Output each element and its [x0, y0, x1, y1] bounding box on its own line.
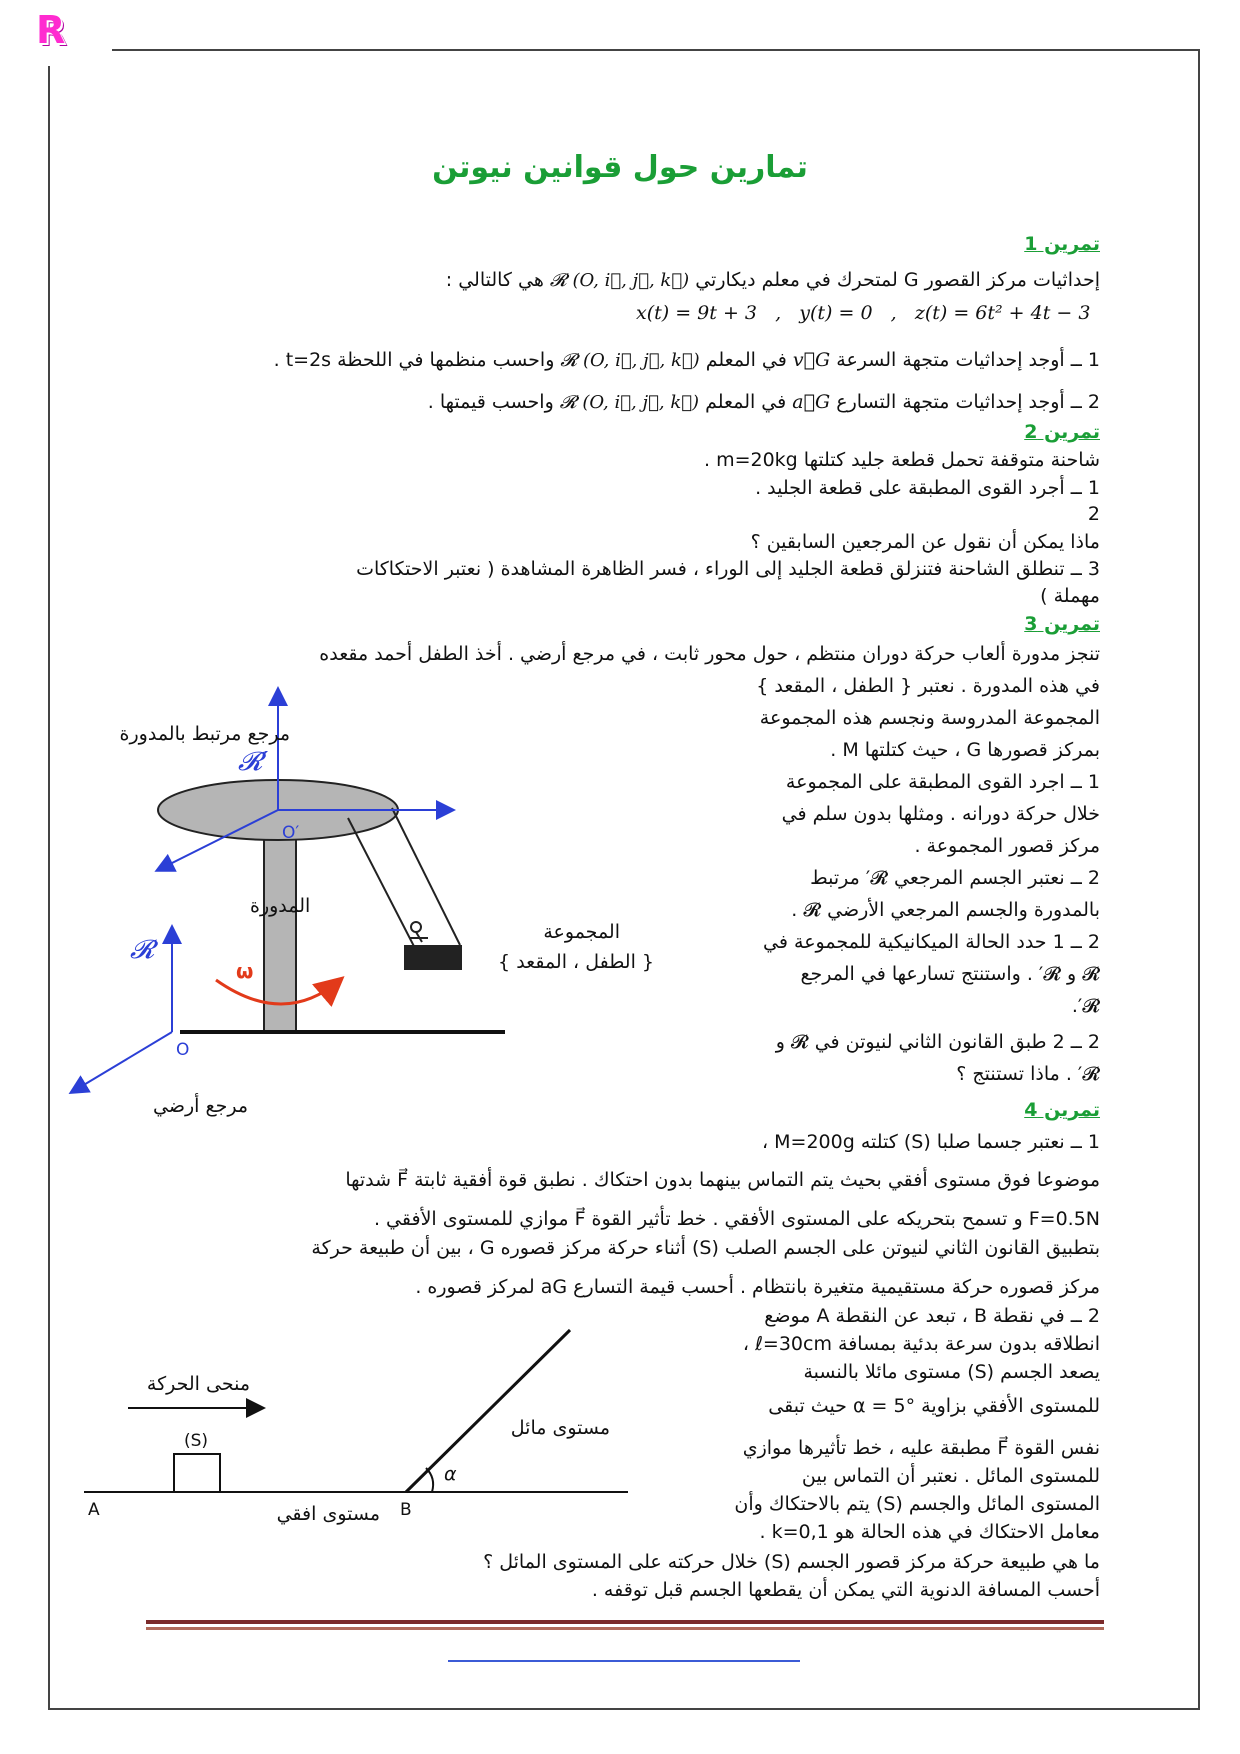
ex4-line-3: F=0.5N و تسمح بتحريكه على المستوى الأفقي . خط تأثير القوة F⃗ موازي للمستوى الأفقي .	[373, 1208, 1100, 1230]
ex4-line-11: للمستوى المائل . نعتبر أن التماس بين	[801, 1465, 1100, 1487]
symbol-o: O	[176, 1040, 190, 1060]
ex1-q1-frame: 𝓡 (O, i⃗, j⃗, k⃗)	[560, 350, 700, 371]
ex1-q2-b: في المعلم	[705, 391, 787, 413]
axis-ground-depth	[72, 1032, 172, 1092]
ex4-line-12: المستوى المائل والجسم (S) يتم بالاحتكاك وأن	[734, 1493, 1100, 1515]
ex1-equations: x(t) = 9t + 3 , y(t) = 0 , z(t) = 6t² + 4t − 3	[636, 302, 1091, 324]
ex1-q2-c: واحسب قيمتها .	[427, 391, 554, 413]
frame-right-border	[1198, 49, 1200, 1709]
label-point-a: A	[88, 1500, 100, 1520]
ex4-line-14: ما هي طبيعة حركة مركز قصور الجسم (S) خلال حركته على المستوى المائل ؟	[483, 1551, 1100, 1573]
rotor-figure	[60, 680, 700, 1150]
ex3-line-14: 𝓡′ . ماذا تستنتج ؟	[956, 1063, 1100, 1085]
ex3-line-4: بمركز قصورها G ، حيث كتلتها M .	[830, 739, 1100, 761]
ex1-q1-c: واحسب منظمها في اللحظة t=2s .	[273, 349, 555, 371]
solid-s	[174, 1454, 220, 1492]
ex1-q2-frame: 𝓡 (O, i⃗, j⃗, k⃗)	[559, 392, 700, 413]
ex4-heading: تمرين 4	[1024, 1099, 1100, 1121]
label-horizontal: مستوى افقي	[276, 1503, 380, 1525]
ex1-intro-a: إحداثيات مركز القصور G لمتحرك في معلم ديكارتي	[695, 269, 1100, 291]
seat	[404, 945, 462, 970]
ex3-line-2: في هذه المدورة . نعتبر { الطفل ، المقعد }	[756, 675, 1100, 697]
footer-rule-dark	[146, 1620, 1104, 1624]
ex1-intro-b: هي كالتالي :	[445, 269, 544, 291]
ex2-line-5: 3 ــ تنطلق الشاحنة فتنزلق قطعة الجليد إلى الوراء ، فسر الظاهرة المشاهدة ( نعتبر الاحتكاكات	[356, 558, 1100, 580]
ex4-line-13: معامل الاحتكاك في هذه الحالة هو k=0,1 .	[759, 1521, 1100, 1543]
label-point-b: B	[400, 1500, 412, 1520]
acceleration-vector: a⃗G	[792, 391, 831, 413]
label-group-sub: { الطفل ، المقعد }	[498, 951, 654, 973]
ex1-question-2	[428, 390, 1100, 415]
ex3-line-8: 2 ــ نعتبر الجسم المرجعي 𝓡′ مرتبط	[810, 867, 1100, 889]
ex4-line-15: أحسب المسافة الدنوية التي يمكن أن يقطعها الجسم قبل توقفه .	[591, 1579, 1100, 1601]
ex1-question-1	[274, 348, 1100, 373]
velocity-vector: v⃗G	[792, 349, 831, 371]
frame-bottom-border	[48, 1708, 1200, 1710]
ex3-line-1: تنجز مدورة ألعاب حركة دوران منتظم ، حول محور ثابت ، في مرجع أرضي . أخذ الطفل أحمد مقعده	[319, 643, 1100, 665]
ex2-line-4: ماذا يمكن أن نقول عن المرجعين السابقين ؟	[750, 531, 1100, 553]
ex3-line-10: 2 ــ 1 حدد الحالة الميكانيكية للمجموعة في	[763, 931, 1100, 953]
ex3-line-9: بالمدورة والجسم المرجعي الأرضي 𝓡 .	[791, 899, 1100, 921]
ex2-line-1: شاحنة متوقفة تحمل قطعة جليد كتلتها m=20kg .	[703, 449, 1100, 471]
label-s: (S)	[184, 1431, 209, 1451]
ex3-line-7: مركز قصور المجموعة .	[914, 835, 1100, 857]
ex1-frame-symbol: 𝓡 (O, i⃗, j⃗, k⃗)	[549, 270, 690, 291]
label-alpha: α	[444, 1463, 457, 1485]
ex4-line-8: يصعد الجسم (S) مستوى مائلا بالنسبة	[803, 1361, 1100, 1383]
ex1-intro	[446, 268, 1100, 293]
ex3-line-5: 1 ــ اجرد القوى المطبقة على المجموعة	[785, 771, 1100, 793]
label-ground: مرجع أرضي	[153, 1095, 248, 1117]
inclined-plane	[406, 1330, 570, 1492]
ex3-line-13: 2 ــ 2 طبق القانون الثاني لنيوتن في 𝓡 و	[775, 1031, 1100, 1053]
symbol-r: 𝓡	[130, 935, 155, 965]
label-incline: مستوى مائل	[510, 1417, 610, 1439]
logo: R	[36, 8, 66, 52]
ex1-q2-a: 2 ــ أوجد إحداثيات متجهة التسارع	[836, 391, 1100, 413]
ex4-line-7: انطلاقه بدون سرعة بدئية بمسافة ℓ=30cm ،	[742, 1333, 1100, 1355]
symbol-r-prime: 𝓡′	[238, 747, 269, 777]
symbol-o-prime: O′	[282, 823, 300, 843]
ex2-heading: تمرين 2	[1024, 421, 1100, 443]
frame-left-border	[48, 66, 50, 1709]
ex2-line-3: 2	[1087, 503, 1100, 525]
rotor-pole	[264, 812, 296, 1032]
ex3-line-12: 𝓡′.	[1071, 995, 1100, 1017]
ex4-line-6: 2 ــ في نقطة B ، تبعد عن النقطة A موضع	[764, 1305, 1100, 1327]
page-title: تمارين حول قوانين نيوتن	[432, 150, 808, 185]
cable-left	[348, 818, 420, 958]
frame-top-border	[112, 49, 1200, 51]
ex3-line-11: 𝓡 و 𝓡′ . واستنتج تسارعها في المرجع	[800, 963, 1100, 985]
ex3-heading: تمرين 3	[1024, 613, 1100, 635]
ex4-line-10: نفس القوة F⃗ مطبقة عليه ، خط تأثيرها موازي	[742, 1437, 1100, 1459]
symbol-omega: ω	[236, 959, 254, 983]
child-head	[411, 922, 421, 932]
label-rotor-frame: مرجع مرتبط بالمدورة	[119, 723, 290, 745]
ex4-line-1: 1 ــ نعتبر جسما صلبا (S) كتلته M=200g ،	[761, 1131, 1100, 1153]
ex1-q1-b: في المعلم	[705, 349, 787, 371]
child-body	[410, 932, 428, 942]
label-rotor: المدورة	[250, 895, 311, 917]
label-group: المجموعة	[543, 921, 620, 943]
incline-figure	[80, 1310, 640, 1530]
ex4-line-2: موضوعا فوق مستوى أفقي بحيث يتم التماس بينهما بدون احتكاك . نطبق قوة أفقية ثابتة F⃗ شدتها	[345, 1169, 1100, 1191]
ex2-line-6: مهملة )	[1040, 585, 1100, 607]
ex4-line-5: مركز قصوره حركة مستقيمية متغيرة بانتظام . أحسب قيمة التسارع aG لمركز قصوره .	[415, 1276, 1100, 1298]
label-direction: منحى الحركة	[146, 1373, 250, 1395]
ex3-line-3: المجموعة المدروسة ونجسم هذه المجموعة	[759, 707, 1100, 729]
ex1-q1-a: 1 ــ أوجد إحداثيات متجهة السرعة	[836, 349, 1100, 371]
footer-rule-light	[146, 1627, 1104, 1630]
ex2-line-2: 1 ــ أجرد القوى المطبقة على قطعة الجليد .	[755, 477, 1100, 499]
ex1-heading: تمرين 1	[1024, 233, 1100, 255]
ex4-line-9: للمستوى الأفقي بزاوية α = 5° حيث تبقى	[768, 1395, 1100, 1417]
ex3-line-6: خلال حركة دورانه . ومثلها بدون سلم في	[781, 803, 1100, 825]
footer-link-line	[448, 1660, 800, 1662]
ex4-line-4: بتطبيق القانون الثاني لنيوتن على الجسم الصلب (S) أثناء حركة مركز قصوره G ، بين أن طبيعة حركة	[311, 1237, 1100, 1259]
